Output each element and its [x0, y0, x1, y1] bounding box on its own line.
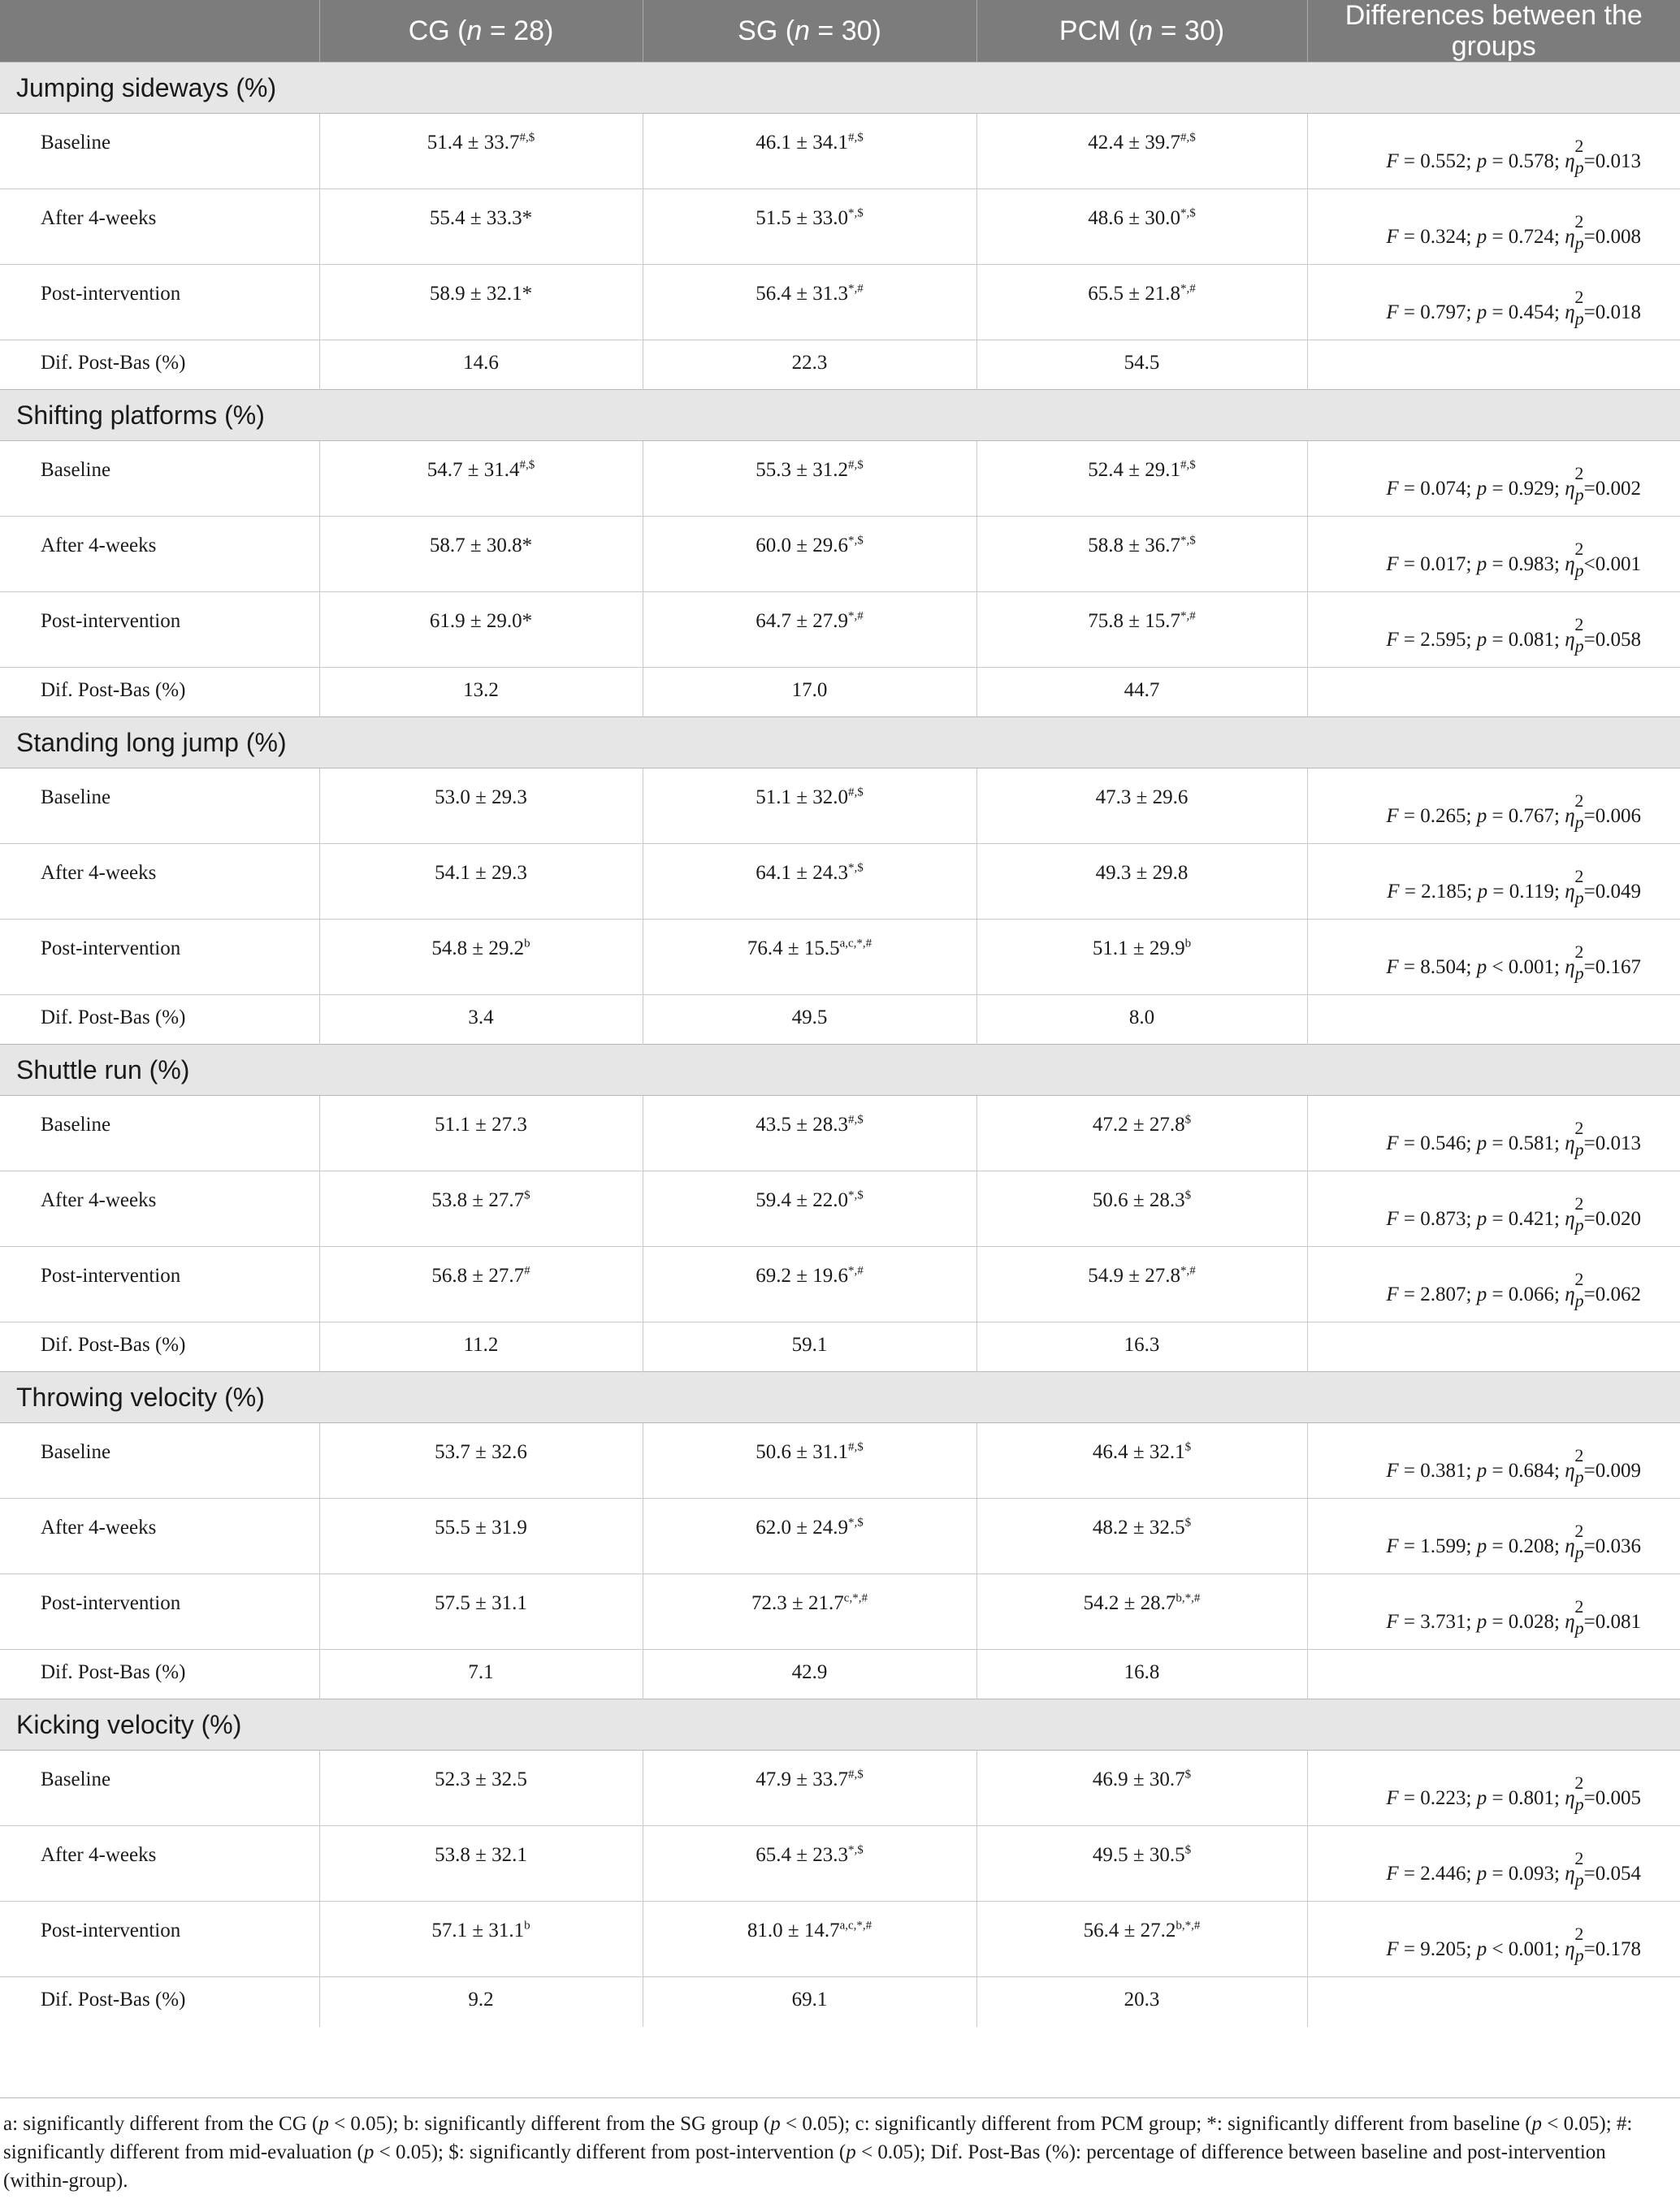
cell-cg-significance: #,$ [519, 131, 535, 145]
cell-pcm [976, 114, 1307, 189]
section-title: Shifting platforms (%) [0, 390, 1680, 441]
table-row [0, 441, 1680, 517]
table-row [0, 1499, 1680, 1574]
row-label: Post-intervention [0, 265, 319, 340]
group-difference-stat: F = 0.223; p = 0.801; η 2 $_p$=0.005 [1307, 1751, 1680, 1826]
cell-sg-significance: *,$ [847, 1188, 864, 1202]
partial-eta-squared-symbol: η 2 $_p$ [1565, 1268, 1584, 1311]
section-header-row [0, 1045, 1680, 1096]
row-label: After 4-weeks [0, 1826, 319, 1902]
cell-pcm-significance: $ [1184, 1768, 1192, 1781]
partial-eta-squared-symbol: η 2 $_p$ [1565, 286, 1584, 329]
group-difference-stat: F = 8.504; p < 0.001; η 2 $_p$=0.167 [1307, 920, 1680, 995]
row-label: Post-intervention [0, 592, 319, 668]
cell-cg [319, 995, 643, 1045]
row-label: After 4-weeks [0, 1499, 319, 1574]
cell-cg-value: 57.5 ± 31.1 [435, 1592, 527, 1614]
cell-cg-value: 3.4 [468, 1006, 494, 1028]
cell-pcm-value: 58.8 ± 36.7 [1088, 535, 1180, 556]
cell-pcm [976, 1751, 1307, 1826]
table-footnote: a: significantly different from the CG (p < 0.05); b: significantly different from the SG group (p < 0.05); c: significantly different from PCM group; *: significantly different from baseline (p < 0.05); #: significantly different from mid-evaluation (p < 0.05); $: significantly different from post-intervention (p < 0.05); Dif. Post-Bas (%): percentage of difference between baseline and post-intervention (within-group). [0, 2097, 1680, 2195]
group-difference-stat: F = 0.381; p = 0.684; η 2 $_p$=0.009 [1307, 1423, 1680, 1499]
cell-sg-value: 49.5 [791, 1006, 828, 1028]
cell-sg [643, 1423, 976, 1499]
cell-cg-value: 9.2 [468, 1989, 494, 2011]
group-difference-stat: F = 1.599; p = 0.208; η 2 $_p$=0.036 [1307, 1499, 1680, 1574]
table-row [0, 1574, 1680, 1650]
section-header-row [0, 1372, 1680, 1423]
header-differences: Differences between the groups [1307, 0, 1680, 63]
cell-pcm-value: 54.9 ± 27.8 [1088, 1265, 1180, 1287]
cell-cg [319, 668, 643, 717]
cell-sg-significance: #,$ [847, 1768, 864, 1781]
cell-sg [643, 1902, 976, 1977]
partial-eta-squared-symbol: η 2 $_p$ [1565, 1117, 1584, 1160]
cell-pcm-value: 56.4 ± 27.2 [1083, 1920, 1176, 1941]
row-label: Dif. Post-Bas (%) [0, 1650, 319, 1699]
cell-sg [643, 1977, 976, 2027]
cell-cg [319, 592, 643, 668]
table-row [0, 189, 1680, 265]
row-label: After 4-weeks [0, 844, 319, 920]
header-sg: SG (n = 30) [643, 0, 976, 63]
group-difference-stat [1307, 1977, 1680, 2027]
partial-eta-squared-symbol: η 2 $_p$ [1565, 613, 1584, 656]
group-difference-stat [1307, 340, 1680, 390]
table-row [0, 340, 1680, 390]
cell-pcm [976, 995, 1307, 1045]
cell-sg [643, 1096, 976, 1171]
cell-pcm [976, 1423, 1307, 1499]
table-row [0, 1423, 1680, 1499]
cell-cg [319, 340, 643, 390]
cell-pcm-significance: b,*,# [1176, 1919, 1201, 1933]
cell-pcm [976, 1171, 1307, 1247]
cell-pcm [976, 1247, 1307, 1322]
cell-sg-significance: #,$ [847, 131, 864, 145]
table-row [0, 920, 1680, 995]
cell-cg-significance: b [524, 937, 530, 950]
cell-cg-value: 14.6 [463, 352, 499, 374]
cell-sg [643, 1322, 976, 1372]
partial-eta-squared-symbol: η 2 $_p$ [1565, 538, 1584, 581]
cell-sg-significance: a,c,*,# [839, 1919, 872, 1933]
cell-pcm-significance: *,$ [1180, 206, 1196, 220]
group-difference-stat: F = 2.595; p = 0.081; η 2 $_p$=0.058 [1307, 592, 1680, 668]
table-row [0, 592, 1680, 668]
cell-cg-value: 58.9 ± 32.1* [429, 283, 533, 305]
row-label: Post-intervention [0, 1247, 319, 1322]
cell-pcm-value: 46.4 ± 32.1 [1092, 1441, 1185, 1463]
cell-sg-value: 56.4 ± 31.3 [756, 283, 848, 305]
table-row [0, 265, 1680, 340]
cell-pcm-significance: *,# [1180, 609, 1196, 623]
table-row [0, 1650, 1680, 1699]
section-title: Jumping sideways (%) [0, 63, 1680, 114]
cell-cg [319, 1826, 643, 1902]
row-label: Post-intervention [0, 1902, 319, 1977]
cell-sg [643, 592, 976, 668]
row-label: Dif. Post-Bas (%) [0, 340, 319, 390]
cell-sg-value: 64.1 ± 24.3 [756, 862, 848, 884]
group-difference-stat: F = 2.185; p = 0.119; η 2 $_p$=0.049 [1307, 844, 1680, 920]
section-header-row [0, 390, 1680, 441]
partial-eta-squared-symbol: η 2 $_p$ [1565, 1772, 1584, 1815]
cell-cg [319, 1902, 643, 1977]
cell-pcm [976, 768, 1307, 844]
partial-eta-squared-symbol: η 2 $_p$ [1565, 462, 1584, 505]
cell-pcm-value: 8.0 [1128, 1006, 1155, 1028]
table-row [0, 1247, 1680, 1322]
cell-sg-value: 64.7 ± 27.9 [756, 610, 848, 632]
cell-cg-significance: #,$ [519, 458, 535, 472]
row-label: Dif. Post-Bas (%) [0, 668, 319, 717]
row-label: After 4-weeks [0, 1171, 319, 1247]
cell-sg-significance: #,$ [847, 1113, 864, 1127]
partial-eta-squared-symbol: η 2 $_p$ [1565, 1923, 1584, 1966]
partial-eta-squared-symbol: η 2 $_p$ [1565, 135, 1584, 178]
cell-sg-significance: *,# [847, 1264, 864, 1278]
cell-pcm-value: 49.5 ± 30.5 [1092, 1844, 1185, 1866]
cell-pcm-significance: b,*,# [1176, 1591, 1201, 1605]
cell-pcm-significance: #,$ [1180, 458, 1196, 472]
section-header-row [0, 63, 1680, 114]
cell-cg-value: 55.5 ± 31.9 [435, 1517, 527, 1539]
cell-sg-value: 59.1 [791, 1334, 828, 1356]
table-row [0, 668, 1680, 717]
cell-pcm-value: 50.6 ± 28.3 [1092, 1189, 1185, 1211]
cell-sg-significance: #,$ [847, 1440, 864, 1454]
cell-cg-value: 61.9 ± 29.0* [429, 610, 533, 632]
cell-pcm-significance: $ [1184, 1516, 1192, 1530]
cell-pcm-significance: *,# [1180, 1264, 1196, 1278]
section-title: Throwing velocity (%) [0, 1372, 1680, 1423]
cell-sg-significance: *,$ [847, 861, 864, 875]
cell-cg [319, 1096, 643, 1171]
cell-pcm [976, 1650, 1307, 1699]
cell-sg-significance: c,*,# [843, 1591, 868, 1605]
cell-pcm [976, 1096, 1307, 1171]
cell-sg-value: 62.0 ± 24.9 [756, 1517, 848, 1539]
cell-pcm-value: 44.7 [1124, 679, 1160, 701]
table-row [0, 1977, 1680, 2027]
cell-cg [319, 1751, 643, 1826]
cell-sg-value: 50.6 ± 31.1 [756, 1441, 848, 1463]
row-label: Dif. Post-Bas (%) [0, 1322, 319, 1372]
row-label: After 4-weeks [0, 517, 319, 592]
cell-sg-significance: *,$ [847, 534, 864, 548]
cell-pcm-value: 52.4 ± 29.1 [1088, 459, 1180, 481]
partial-eta-squared-symbol: η 2 $_p$ [1565, 210, 1584, 253]
group-difference-stat: F = 0.017; p = 0.983; η 2 $_p$<0.001 [1307, 517, 1680, 592]
cell-sg [643, 844, 976, 920]
cell-cg [319, 768, 643, 844]
section-header-row [0, 1699, 1680, 1751]
partial-eta-squared-symbol: η 2 $_p$ [1565, 1520, 1584, 1563]
cell-sg [643, 995, 976, 1045]
table-row [0, 1096, 1680, 1171]
row-label: Post-intervention [0, 1574, 319, 1650]
cell-cg-value: 52.3 ± 32.5 [435, 1768, 527, 1790]
cell-sg-value: 46.1 ± 34.1 [756, 132, 848, 154]
cell-pcm-value: 47.2 ± 27.8 [1092, 1114, 1185, 1136]
cell-cg [319, 1499, 643, 1574]
row-label: Baseline [0, 441, 319, 517]
table-row [0, 114, 1680, 189]
cell-sg-significance: *,$ [847, 1516, 864, 1530]
cell-sg-significance: *,$ [847, 206, 864, 220]
cell-pcm-value: 65.5 ± 21.8 [1088, 283, 1180, 305]
cell-pcm-significance: b [1184, 937, 1192, 950]
group-difference-stat: F = 2.446; p = 0.093; η 2 $_p$=0.054 [1307, 1826, 1680, 1902]
group-difference-stat: F = 0.797; p = 0.454; η 2 $_p$=0.018 [1307, 265, 1680, 340]
partial-eta-squared-symbol: η 2 $_p$ [1565, 1595, 1584, 1638]
row-label: After 4-weeks [0, 189, 319, 265]
cell-pcm-value: 54.5 [1124, 352, 1160, 374]
cell-cg-significance: $ [524, 1188, 530, 1202]
cell-cg-value: 56.8 ± 27.7 [431, 1265, 525, 1287]
table-row [0, 995, 1680, 1045]
cell-sg [643, 668, 976, 717]
cell-cg [319, 114, 643, 189]
table-row [0, 517, 1680, 592]
cell-sg [643, 265, 976, 340]
cell-cg-value: 7.1 [468, 1661, 494, 1683]
cell-sg-significance: *,$ [847, 1843, 864, 1857]
cell-sg-value: 76.4 ± 15.5 [747, 937, 840, 959]
cell-pcm [976, 668, 1307, 717]
cell-pcm-value: 47.3 ± 29.6 [1095, 786, 1189, 808]
group-difference-stat: F = 9.205; p < 0.001; η 2 $_p$=0.178 [1307, 1902, 1680, 1977]
cell-cg [319, 1423, 643, 1499]
cell-cg [319, 1977, 643, 2027]
cell-pcm [976, 920, 1307, 995]
cell-pcm [976, 1826, 1307, 1902]
cell-sg-value: 69.1 [791, 1989, 828, 2011]
cell-sg-value: 59.4 ± 22.0 [756, 1189, 848, 1211]
group-difference-stat: F = 3.731; p = 0.028; η 2 $_p$=0.081 [1307, 1574, 1680, 1650]
cell-sg-significance: #,$ [847, 458, 864, 472]
cell-cg-value: 57.1 ± 31.1 [431, 1920, 525, 1941]
cell-cg [319, 517, 643, 592]
table-row [0, 1322, 1680, 1372]
group-difference-stat [1307, 995, 1680, 1045]
cell-cg [319, 265, 643, 340]
cell-cg-value: 54.1 ± 29.3 [435, 862, 527, 884]
cell-cg [319, 844, 643, 920]
group-difference-stat [1307, 1650, 1680, 1699]
table-row [0, 844, 1680, 920]
cell-pcm-value: 48.6 ± 30.0 [1088, 207, 1180, 229]
cell-pcm [976, 441, 1307, 517]
cell-sg-value: 60.0 ± 29.6 [756, 535, 848, 556]
cell-pcm [976, 1574, 1307, 1650]
cell-cg-value: 58.7 ± 30.8* [429, 535, 533, 556]
cell-pcm [976, 844, 1307, 920]
table-header [0, 0, 1680, 63]
cell-pcm-significance: *,# [1180, 282, 1196, 296]
cell-cg [319, 1322, 643, 1372]
table-row [0, 1171, 1680, 1247]
group-difference-stat: F = 0.873; p = 0.421; η 2 $_p$=0.020 [1307, 1171, 1680, 1247]
cell-sg [643, 340, 976, 390]
partial-eta-squared-symbol: η 2 $_p$ [1565, 941, 1584, 984]
cell-cg [319, 1574, 643, 1650]
cell-sg [643, 1574, 976, 1650]
cell-cg-value: 13.2 [463, 679, 499, 701]
header-empty-cell [0, 0, 319, 63]
group-difference-stat: F = 0.324; p = 0.724; η 2 $_p$=0.008 [1307, 189, 1680, 265]
cell-sg [643, 517, 976, 592]
cell-cg-value: 53.8 ± 27.7 [431, 1189, 525, 1211]
cell-sg-value: 65.4 ± 23.3 [756, 1844, 848, 1866]
table-row [0, 768, 1680, 844]
cell-sg [643, 1751, 976, 1826]
header-row [0, 0, 1680, 63]
partial-eta-squared-symbol: η 2 $_p$ [1565, 865, 1584, 908]
header-cg: CG (n = 28) [319, 0, 643, 63]
cell-pcm [976, 189, 1307, 265]
cell-pcm-value: 20.3 [1124, 1989, 1160, 2011]
cell-sg-value: 72.3 ± 21.7 [751, 1592, 844, 1614]
cell-cg-value: 53.7 ± 32.6 [435, 1441, 527, 1463]
cell-cg-value: 53.0 ± 29.3 [435, 786, 527, 808]
cell-sg-value: 43.5 ± 28.3 [756, 1114, 848, 1136]
cell-pcm-value: 49.3 ± 29.8 [1095, 862, 1189, 884]
cell-cg [319, 1247, 643, 1322]
row-label: Baseline [0, 1423, 319, 1499]
cell-pcm-value: 48.2 ± 32.5 [1092, 1517, 1185, 1539]
cell-pcm-value: 16.8 [1124, 1661, 1160, 1683]
cell-cg [319, 1171, 643, 1247]
cell-sg-value: 51.5 ± 33.0 [756, 207, 848, 229]
header-pcm: PCM (n = 30) [976, 0, 1307, 63]
cell-cg-value: 11.2 [463, 1334, 499, 1356]
group-difference-stat [1307, 668, 1680, 717]
cell-pcm [976, 340, 1307, 390]
row-label: Dif. Post-Bas (%) [0, 995, 319, 1045]
cell-pcm-significance: *,$ [1180, 534, 1196, 548]
row-label: Baseline [0, 768, 319, 844]
group-difference-stat: F = 0.552; p = 0.578; η 2 $_p$=0.013 [1307, 114, 1680, 189]
cell-sg [643, 1247, 976, 1322]
group-difference-stat: F = 0.074; p = 0.929; η 2 $_p$=0.002 [1307, 441, 1680, 517]
table-row [0, 1751, 1680, 1826]
cell-pcm-significance: #,$ [1180, 131, 1196, 145]
cell-pcm-value: 51.1 ± 29.9 [1092, 937, 1185, 959]
cell-cg-significance: b [524, 1919, 530, 1933]
cell-pcm-significance: $ [1184, 1440, 1192, 1454]
cell-cg-significance: # [524, 1264, 530, 1278]
row-label: Baseline [0, 114, 319, 189]
cell-pcm [976, 592, 1307, 668]
cell-pcm-significance: $ [1184, 1843, 1192, 1857]
partial-eta-squared-symbol: η 2 $_p$ [1565, 1847, 1584, 1890]
cell-sg-value: 47.9 ± 33.7 [756, 1768, 848, 1790]
cell-sg-value: 51.1 ± 32.0 [756, 786, 848, 808]
cell-cg [319, 920, 643, 995]
cell-sg [643, 189, 976, 265]
cell-cg-value: 51.1 ± 27.3 [435, 1114, 527, 1136]
cell-cg-value: 54.8 ± 29.2 [431, 937, 525, 959]
cell-pcm-value: 42.4 ± 39.7 [1088, 132, 1180, 154]
cell-sg-value: 22.3 [791, 352, 828, 374]
cell-sg-significance: *,# [847, 609, 864, 623]
cell-pcm [976, 517, 1307, 592]
cell-sg-value: 69.2 ± 19.6 [756, 1265, 848, 1287]
cell-cg-value: 55.4 ± 33.3* [429, 207, 533, 229]
cell-pcm [976, 1322, 1307, 1372]
group-difference-stat: F = 0.546; p = 0.581; η 2 $_p$=0.013 [1307, 1096, 1680, 1171]
group-difference-stat [1307, 1322, 1680, 1372]
row-label: Baseline [0, 1751, 319, 1826]
group-difference-stat: F = 0.265; p = 0.767; η 2 $_p$=0.006 [1307, 768, 1680, 844]
cell-sg-value: 55.3 ± 31.2 [756, 459, 848, 481]
cell-cg-value: 53.8 ± 32.1 [435, 1844, 527, 1866]
partial-eta-squared-symbol: η 2 $_p$ [1565, 1193, 1584, 1236]
group-difference-stat: F = 2.807; p = 0.066; η 2 $_p$=0.062 [1307, 1247, 1680, 1322]
cell-sg-value: 17.0 [791, 679, 828, 701]
cell-pcm-value: 46.9 ± 30.7 [1092, 1768, 1185, 1790]
cell-pcm-value: 54.2 ± 28.7 [1083, 1592, 1176, 1614]
cell-sg-value: 81.0 ± 14.7 [747, 1920, 840, 1941]
cell-cg [319, 189, 643, 265]
cell-pcm [976, 265, 1307, 340]
section-header-row [0, 717, 1680, 768]
cell-pcm-significance: $ [1184, 1113, 1192, 1127]
section-title: Kicking velocity (%) [0, 1699, 1680, 1751]
cell-cg [319, 441, 643, 517]
cell-cg [319, 1650, 643, 1699]
cell-sg [643, 1499, 976, 1574]
table-row [0, 1902, 1680, 1977]
cell-cg-value: 54.7 ± 31.4 [426, 459, 520, 481]
cell-sg-value: 42.9 [791, 1661, 828, 1683]
row-label: Baseline [0, 1096, 319, 1171]
cell-pcm-value: 16.3 [1124, 1334, 1160, 1356]
cell-sg [643, 114, 976, 189]
partial-eta-squared-symbol: η 2 $_p$ [1565, 790, 1584, 833]
section-title: Shuttle run (%) [0, 1045, 1680, 1096]
cell-sg-significance: *,# [847, 282, 864, 296]
cell-sg [643, 1826, 976, 1902]
cell-sg-significance: a,c,*,# [839, 937, 872, 950]
cell-pcm [976, 1902, 1307, 1977]
cell-sg [643, 1171, 976, 1247]
cell-pcm [976, 1977, 1307, 2027]
cell-sg [643, 441, 976, 517]
section-title: Standing long jump (%) [0, 717, 1680, 768]
cell-sg [643, 920, 976, 995]
cell-sg [643, 768, 976, 844]
row-label: Post-intervention [0, 920, 319, 995]
cell-pcm-value: 75.8 ± 15.7 [1088, 610, 1180, 632]
table-row [0, 1826, 1680, 1902]
cell-cg-value: 51.4 ± 33.7 [426, 132, 520, 154]
row-label: Dif. Post-Bas (%) [0, 1977, 319, 2027]
table-body [0, 63, 1680, 2027]
cell-pcm-significance: $ [1184, 1188, 1192, 1202]
cell-pcm [976, 1499, 1307, 1574]
partial-eta-squared-symbol: η 2 $_p$ [1565, 1444, 1584, 1487]
cell-sg [643, 1650, 976, 1699]
cell-sg-significance: #,$ [847, 786, 864, 799]
